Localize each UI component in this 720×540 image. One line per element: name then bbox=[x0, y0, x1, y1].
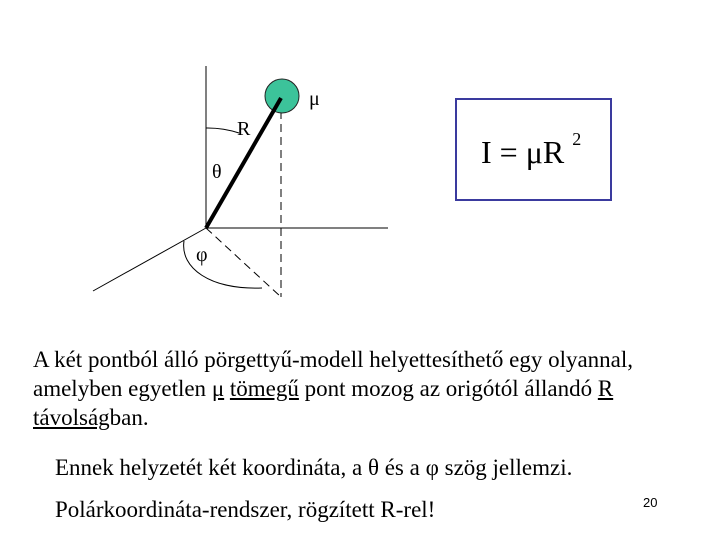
formula-exponent: 2 bbox=[572, 129, 582, 149]
coordinates-sentence bbox=[55, 453, 572, 482]
polar-note: Polárkoordináta-rendszer, rögzített R-rel! bbox=[55, 497, 436, 522]
label-phi: φ bbox=[196, 244, 208, 266]
coordinates-text-3: szög jellemzi. bbox=[438, 455, 573, 480]
mass-word: tömegű bbox=[229, 376, 299, 401]
point-mass bbox=[265, 79, 299, 113]
theta-arc bbox=[206, 128, 239, 133]
distance-word: távolság bbox=[33, 405, 110, 430]
formula-base: I = μR bbox=[481, 134, 565, 170]
x-axis bbox=[93, 228, 206, 291]
floor-projection-dashed bbox=[206, 228, 281, 297]
label-theta: θ bbox=[212, 161, 222, 183]
paragraph-text-2: pont mozog az origótól állandó bbox=[298, 376, 598, 401]
page-number: 20 bbox=[643, 495, 658, 510]
coordinates-text-2: és a bbox=[378, 455, 426, 480]
description-paragraph bbox=[33, 345, 683, 432]
R-symbol: R bbox=[597, 376, 614, 401]
theta-symbol: θ bbox=[367, 455, 379, 480]
mu-symbol: μ bbox=[211, 376, 225, 401]
coordinates-text-1: Ennek helyzetét két koordináta, a bbox=[55, 455, 368, 480]
label-R: R bbox=[237, 118, 251, 140]
phi-symbol: φ bbox=[425, 455, 439, 480]
paragraph-text-3: ban. bbox=[109, 405, 149, 430]
label-mu: μ bbox=[309, 88, 320, 110]
paragraph-text-1: A két pontból álló pörgettyű-modell helyettesíthető egy olyannal, amelyben egyetlen bbox=[33, 347, 634, 401]
